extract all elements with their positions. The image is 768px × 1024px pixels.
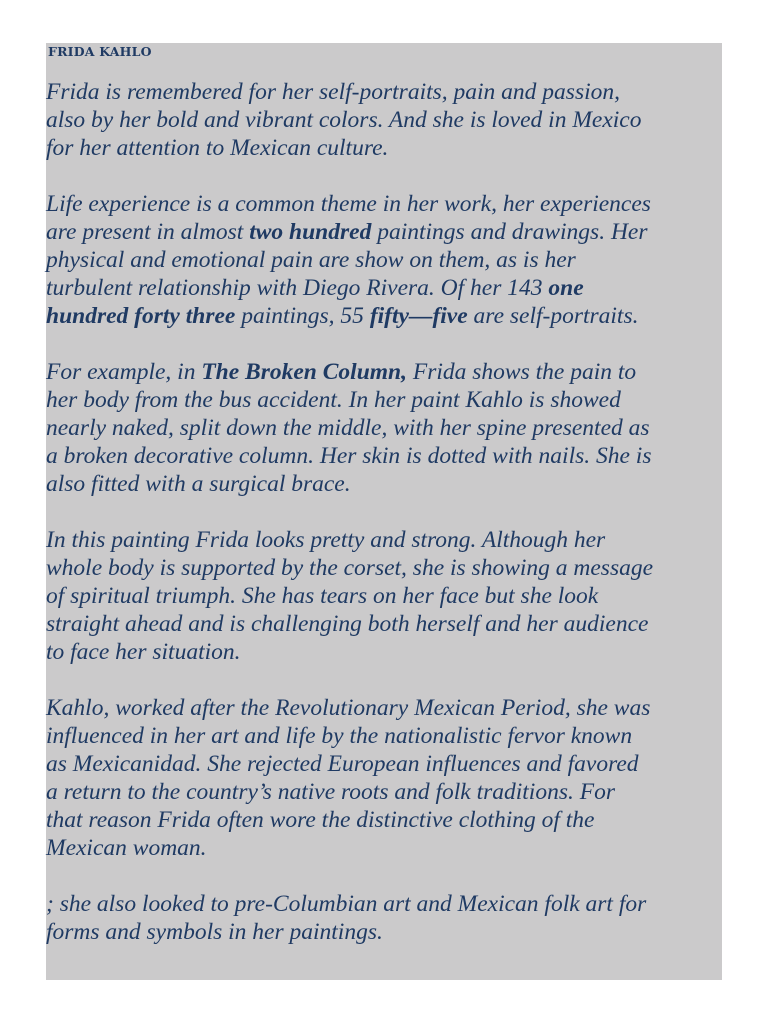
text-run: For example, in xyxy=(46,359,202,385)
emphasized-text: two hundred xyxy=(249,219,372,245)
text-run: Life experience is a common theme in her work, her experiences xyxy=(46,191,651,217)
text-run: turbulent relationship with Diego Rivera. Of her 143 xyxy=(46,275,549,301)
text-run: to face her situation. xyxy=(46,639,241,665)
text-run: as Mexicanidad. She rejected European influences and favored xyxy=(46,751,639,777)
emphasized-text: hundred forty three xyxy=(46,303,236,329)
paragraph-1 xyxy=(46,78,722,162)
emphasized-text: The Broken Column, xyxy=(201,359,407,385)
paragraph-6 xyxy=(46,890,722,946)
text-run: forms and symbols in her paintings. xyxy=(46,919,383,945)
text-run: a broken decorative column. Her skin is dotted with nails. She is xyxy=(46,443,652,469)
paragraph-5 xyxy=(46,694,722,862)
text-run: of spiritual triumph. She has tears on her face but she look xyxy=(46,583,599,609)
text-run: are self-portraits. xyxy=(467,303,639,329)
text-run: that reason Frida often wore the distinctive clothing of the xyxy=(46,807,595,833)
emphasized-text: fifty—five xyxy=(369,303,468,329)
text-run: paintings and drawings. Her xyxy=(371,219,648,245)
text-run: a return to the country’s native roots and folk traditions. For xyxy=(46,779,615,805)
text-run: ; she also looked to pre-Columbian art and Mexican folk art for xyxy=(46,891,647,917)
document-body xyxy=(46,78,722,974)
text-run: straight ahead and is challenging both herself and her audience xyxy=(46,611,649,637)
document-heading: FRIDA KAHLO xyxy=(48,44,152,59)
text-run: are present in almost xyxy=(46,219,250,245)
paragraph-3 xyxy=(46,358,722,498)
text-run: physical and emotional pain are show on them, as is her xyxy=(46,247,576,273)
text-run: also by her bold and vibrant colors. And she is loved in Mexico xyxy=(46,107,642,133)
paragraph-2 xyxy=(46,190,722,330)
text-run: In this painting Frida looks pretty and strong. Although her xyxy=(46,527,606,553)
text-run: Mexican woman. xyxy=(46,835,207,861)
text-run: whole body is supported by the corset, she is showing a message xyxy=(46,555,654,581)
text-run: influenced in her art and life by the nationalistic fervor known xyxy=(46,723,633,749)
text-run: Frida shows the pain to xyxy=(407,359,637,385)
text-run: nearly naked, split down the middle, with her spine presented as xyxy=(46,415,650,441)
text-run: her body from the bus accident. In her paint Kahlo is showed xyxy=(46,387,621,413)
text-run: Frida is remembered for her self-portraits, pain and passion, xyxy=(46,79,620,105)
emphasized-text: one xyxy=(548,275,584,301)
text-run: Kahlo, worked after the Revolutionary Mexican Period, she was xyxy=(46,695,651,721)
text-run: for her attention to Mexican culture. xyxy=(46,135,389,161)
text-run: paintings, 55 xyxy=(235,303,370,329)
text-run: also fitted with a surgical brace. xyxy=(46,471,351,497)
paragraph-4 xyxy=(46,526,722,666)
